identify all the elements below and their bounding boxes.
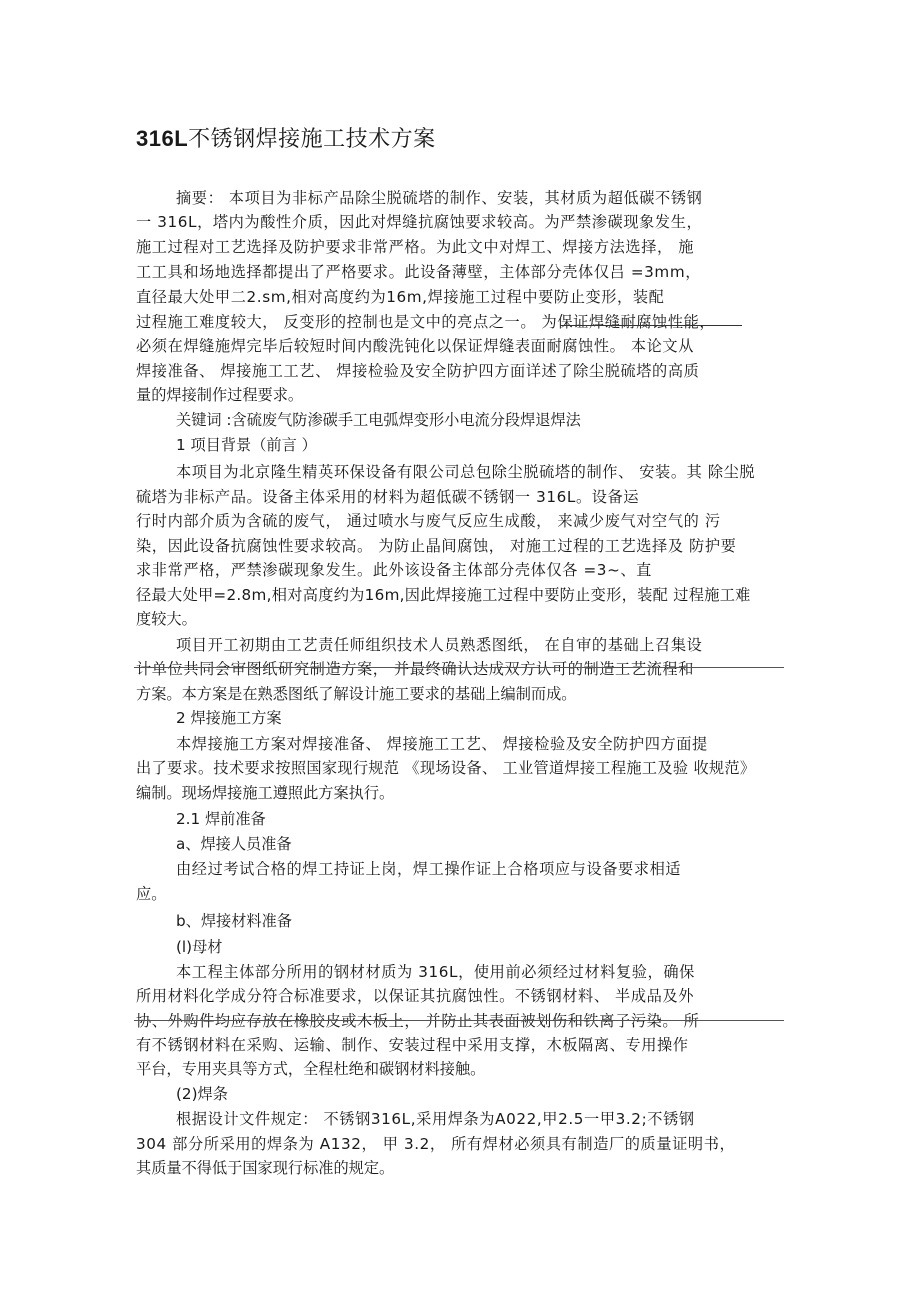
text-line: 304 部分所采用的焊条为 A132， 甲 3.2， 所有焊材必须具有制造厂的质量证明书， <box>136 1135 736 1153</box>
text-line: 出了要求。技术要求按照国家现行规范 《现场设备、 工业管道焊接工程施工及验 收规范》 <box>136 759 756 777</box>
title-text: 不锈钢焊接施工技术方案 <box>188 127 436 152</box>
text-line: 2.1 焊前准备 <box>176 810 266 828</box>
text-line: 行时内部介质为含硫的废气， 通过喷水与废气反应生成酸， 来减少废气对空气的 污 <box>136 512 721 530</box>
text-line: 方案。本方案是在熟悉图纸了解设计施工要求的基础上编制而成。 <box>136 685 577 703</box>
text-line: 项目开工初期由工艺责任师组织技术人员熟悉图纸， 在自审的基础上召集设 <box>176 636 703 654</box>
text-line: 过程施工难度较大， 反变形的控制也是文中的亮点之一。 为保证焊缝耐腐蚀性能， <box>136 313 716 331</box>
text-line: 由经过考试合格的焊工持证上岗，焊工操作证上合格项应与设备要求相适 <box>176 860 682 878</box>
text-line: 关键词 :含硫废气防渗碳手工电弧焊变形小电流分段焊退焊法 <box>176 411 581 429</box>
text-line: 量的焊接制作过程要求。 <box>136 386 304 404</box>
text-line: 协、外购件均应存放在橡胶皮或木板上， 并防止其表面被划伤和铁离子污染。 所 <box>136 1012 700 1030</box>
text-line: 度较大。 <box>136 610 197 628</box>
text-line: (l)母材 <box>176 938 223 956</box>
document-title <box>136 122 436 153</box>
horizontal-rule <box>134 1020 784 1021</box>
title-code: 316L <box>136 126 189 151</box>
text-line: 本焊接施工方案对焊接准备、 焊接施工工艺、 焊接检验及安全防护四方面提 <box>176 735 708 753</box>
text-line: 直径最大处甲二2.sm,相对高度约为16m,焊接施工过程中要防止变形，装配 <box>136 288 665 306</box>
text-line: 1 项目背景（前言 ） <box>176 436 317 454</box>
text-line: a、焊接人员准备 <box>176 835 292 853</box>
text-line: 硫塔为非标产品。设备主体采用的材料为超低碳不锈钢一 316L。设备运 <box>136 488 640 506</box>
text-line: 焊接准备、 焊接施工工艺、 焊接检验及安全防护四方面详述了除尘脱硫塔的高质 <box>136 362 700 380</box>
text-line: 编制。现场焊接施工遵照此方案执行。 <box>136 784 395 802</box>
text-line: 计单位共同会审图纸研究制造方案， 并最终确认达成双方认可的制造工艺流程和 <box>136 660 694 678</box>
text-line: 染，因此设备抗腐蚀性要求较高。 为防止晶间腐蚀， 对施工过程的工艺选择及 防护要 <box>136 537 737 555</box>
text-line: 2 焊接施工方案 <box>176 709 282 727</box>
text-line: 本工程主体部分所用的钢材材质为 316L，使用前必须经过材料复验，确保 <box>176 963 695 981</box>
text-line: 求非常严格，严禁渗碳现象发生。此外该设备主体部分壳体仅各 =3~、直 <box>136 561 652 579</box>
text-line: (2)焊条 <box>176 1085 228 1103</box>
text-line: 平台，专用夹具等方式，全程杜绝和碳钢材料接触。 <box>136 1060 486 1078</box>
text-line: 工工具和场地选择都提出了严格要求。此设备薄壁，主体部分壳体仅吕 =3mm， <box>136 263 702 281</box>
text-line: 应。 <box>136 885 167 903</box>
text-line: 施工过程对工艺选择及防护要求非常严格。为此文中对焊工、焊接方法选择， 施 <box>136 238 694 256</box>
text-line: 径最大处甲=2.8m,相对高度约为16m,因此焊接施工过程中要防止变形，装配 过程施工难 <box>136 586 751 604</box>
text-line: 摘要： 本项目为非标产品除尘脱硫塔的制作、安装，其材质为超低碳不锈钢 <box>176 189 703 207</box>
text-line: 所用材料化学成分符合标准要求，以保证其抗腐蚀性。不锈钢材料、 半成品及外 <box>136 987 694 1005</box>
text-line: 根据设计文件规定： 不锈钢316L,采用焊条为A022,甲2.5一甲3.2;不锈钢 <box>176 1110 695 1128</box>
text-line: 必须在焊缝施焊完毕后较短时间内酸洗钝化以保证焊缝表面耐腐蚀性。 本论文从 <box>136 337 694 355</box>
text-line: 其质量不得低于国家现行标准的规定。 <box>136 1159 395 1177</box>
text-line: 有不锈钢材料在采购、运输、制作、安装过程中采用支撑，木板隔离、专用操作 <box>136 1036 689 1054</box>
text-line: b、焊接材料准备 <box>176 912 292 930</box>
horizontal-rule <box>134 667 784 668</box>
text-line: 本项目为北京隆生精英环保设备有限公司总包除尘脱硫塔的制作、 安装。其 除尘脱 <box>176 463 756 481</box>
text-line: 一 316L，塔内为酸性介质，因此对焊缝抗腐蚀要求较高。为严禁渗碳现象发生， <box>136 213 703 231</box>
underline-mark <box>560 325 742 326</box>
